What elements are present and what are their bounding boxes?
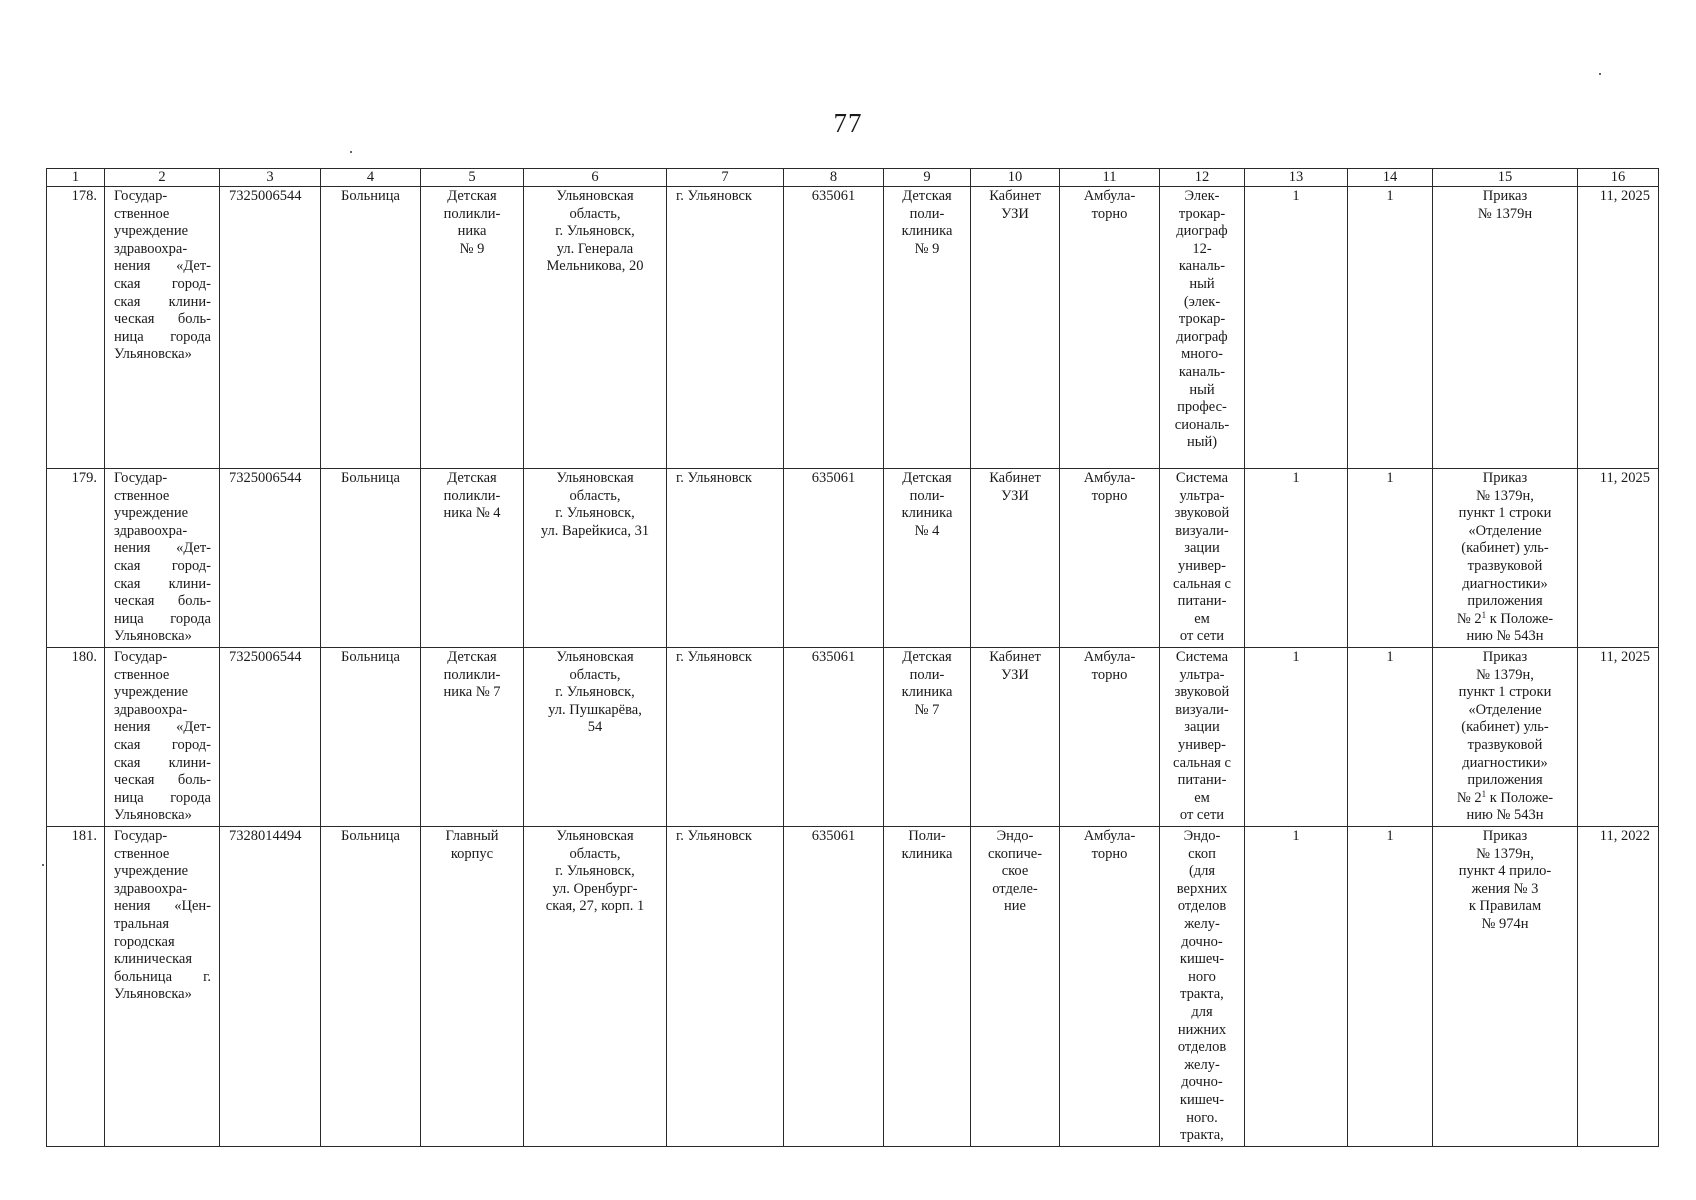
cell-line: ческая боль- (114, 772, 211, 789)
cell-line: от сети (1179, 807, 1225, 824)
cell-line: Ульяновская (556, 470, 634, 486)
address-cell (524, 827, 667, 1147)
column-number: 2 (105, 169, 220, 187)
cell-line: Кабинет (989, 188, 1041, 204)
organization-cell (105, 648, 220, 827)
superscript: 1 (1481, 609, 1487, 620)
cell-line: УЗИ (1001, 666, 1029, 683)
cell-line: ница города (114, 789, 211, 806)
building-cell (421, 187, 524, 469)
table-row (47, 187, 1659, 469)
table-row (47, 648, 1659, 827)
cell-line: ственное (114, 205, 170, 222)
cell-line: желу- (1184, 915, 1220, 932)
column-number: 11 (1060, 169, 1160, 187)
column-number: 1 (47, 169, 105, 187)
building-cell (421, 827, 524, 1147)
cell-line: поли- (909, 205, 945, 222)
cell-line: нию № 543н (1466, 628, 1544, 645)
cell-line: № 9 (914, 240, 940, 257)
unit-cell (884, 469, 971, 648)
column-number: 10 (971, 169, 1060, 187)
cell-line: нижних (1177, 1021, 1227, 1038)
unit-cell (884, 648, 971, 827)
cell-line: ница города (114, 610, 211, 627)
cell-line: каналь- (1178, 258, 1226, 275)
inn-cell: 7325006544 (220, 187, 321, 469)
inn-cell: 7325006544 (220, 648, 321, 827)
cell-line: ская город- (114, 275, 211, 292)
organization-cell (105, 469, 220, 648)
cell-line: ем (1194, 610, 1210, 627)
cell-line: Эндо- (1183, 828, 1221, 844)
cell-line: тральная (114, 915, 170, 932)
cell-line: верхних (1176, 880, 1228, 897)
inn-cell: 7325006544 (220, 469, 321, 648)
cell-line: № $2^1$ к Положе- (1456, 788, 1554, 806)
cell-line: здравоохра- (114, 240, 188, 257)
cell-line: № 1379н, (1476, 487, 1534, 504)
cell-line: универ- (1177, 736, 1227, 753)
address-cell (524, 648, 667, 827)
cell-line: здравоохра- (114, 880, 188, 897)
cell-line: Ульяновска» (114, 628, 192, 645)
year-cell: 11, 2022 (1578, 827, 1659, 1147)
cell-line: поликли- (443, 666, 501, 683)
cell-line: УЗИ (1001, 487, 1029, 504)
cell-line: нию № 543н (1466, 807, 1544, 824)
equipment-cell (1160, 827, 1245, 1147)
cell-line: область, (569, 205, 621, 222)
scan-speck (1599, 73, 1601, 75)
cell-line: № 1379н, (1476, 845, 1534, 862)
cell-line: учреждение (114, 505, 189, 522)
cell-line: ника № 4 (443, 505, 501, 522)
cell-line: пункт 4 прило- (1458, 863, 1552, 880)
scan-speck (42, 864, 44, 866)
column-number: 6 (524, 169, 667, 187)
cell-line: ственное (114, 487, 170, 504)
room-cell (971, 648, 1060, 827)
cell-line: ское (1001, 863, 1029, 880)
facility-type-cell: Больница (321, 469, 421, 648)
legal-basis-cell (1433, 469, 1578, 648)
cell-line: г. Ульяновск, (555, 863, 635, 880)
cell-line: ул. Оренбург- (552, 880, 638, 897)
cell-line: торно (1091, 666, 1128, 683)
cell-line: 12- (1192, 240, 1212, 257)
cell-line: Детская (902, 649, 952, 665)
cell-line: тразвуковой (1467, 557, 1543, 574)
cell-line: корпус (450, 845, 494, 862)
cell-line: ская клини- (114, 575, 211, 592)
row-number-cell: 178. (47, 187, 105, 469)
cell-line: приложения (1467, 593, 1543, 610)
quantity-cell: 1 (1348, 187, 1433, 469)
cell-line: Главный (445, 828, 499, 844)
cell-line: жения № 3 (1471, 880, 1539, 897)
row-number-cell: 179. (47, 469, 105, 648)
column-number: 8 (784, 169, 884, 187)
cell-line: ный) (1186, 434, 1218, 451)
cell-line: каналь- (1178, 363, 1226, 380)
cell-line: торно (1091, 845, 1128, 862)
cell-line: отделов (1177, 898, 1227, 915)
cell-line: клиника (901, 845, 953, 862)
cell-line: ская клини- (114, 293, 211, 310)
table-row (47, 827, 1659, 1147)
cell-line: 54 (587, 719, 603, 736)
cell-line: городская (114, 933, 175, 950)
page-number: 77 (833, 108, 863, 138)
cell-line: (элек- (1183, 293, 1221, 310)
cell-line: тракта, (1180, 1127, 1224, 1144)
quantity-cell: 1 (1245, 187, 1348, 469)
year-cell: 11, 2025 (1578, 187, 1659, 469)
column-number: 3 (220, 169, 321, 187)
cell-line: Государ- (114, 188, 168, 204)
cell-line: Кабинет (989, 470, 1041, 486)
cell-line: ственное (114, 666, 170, 683)
cell-line: Элек- (1184, 188, 1220, 204)
register-table (46, 168, 1659, 1147)
cell-line: зации (1184, 719, 1220, 736)
cell-line: ская город- (114, 736, 211, 753)
cell-line: Ульяновска» (114, 986, 192, 1003)
cell-line: ственное (114, 845, 170, 862)
cell-line: ем (1194, 789, 1210, 806)
cell-line: (кабинет) уль- (1461, 719, 1549, 736)
cell-line: г. Ульяновск, (555, 223, 635, 240)
column-number: 14 (1348, 169, 1433, 187)
cell-line: визуали- (1175, 522, 1229, 539)
cell-line: «Отделение (1468, 701, 1542, 718)
cell-line: Детская (447, 649, 497, 665)
cell-line: область, (569, 845, 621, 862)
table-row (47, 469, 1659, 648)
cell-line: диагностики» (1462, 575, 1548, 592)
cell-line: торно (1091, 487, 1128, 504)
cell-line: ного (1188, 968, 1216, 985)
address-cell (524, 469, 667, 648)
cell-line: Приказ (1482, 188, 1528, 204)
cell-line: № 9 (459, 240, 485, 257)
cell-line: № 1379н, (1476, 666, 1534, 683)
okato-cell: 635061 (784, 469, 884, 648)
cell-line: Государ- (114, 828, 168, 844)
city-cell: г. Ульяновск (667, 187, 784, 469)
room-cell (971, 827, 1060, 1147)
scan-speck (350, 151, 352, 153)
cell-line: Система (1175, 649, 1229, 665)
cell-line: от сети (1179, 628, 1225, 645)
cell-line: трокар- (1178, 311, 1226, 328)
quantity-cell: 1 (1348, 648, 1433, 827)
cell-line: ческая боль- (114, 311, 211, 328)
cell-line: клиника (901, 684, 953, 701)
address-cell (524, 187, 667, 469)
cell-line: пункт 1 строки (1458, 684, 1552, 701)
cell-line: Детская (902, 470, 952, 486)
cell-line: поликли- (443, 487, 501, 504)
cell-line: тракта, (1180, 986, 1224, 1003)
facility-type-cell: Больница (321, 187, 421, 469)
cell-line: приложения (1467, 772, 1543, 789)
cell-line: область, (569, 487, 621, 504)
quantity-cell: 1 (1245, 469, 1348, 648)
inn-cell: 7328014494 (220, 827, 321, 1147)
cell-line: учреждение (114, 863, 189, 880)
cell-line: дочно- (1181, 1074, 1223, 1091)
column-number: 15 (1433, 169, 1578, 187)
cell-line: отделе- (992, 880, 1038, 897)
cell-line: поли- (909, 666, 945, 683)
cell-line: учреждение (114, 223, 189, 240)
cell-line: сальная с (1173, 754, 1231, 771)
facility-type-cell: Больница (321, 827, 421, 1147)
cell-line: Эндо- (996, 828, 1034, 844)
equipment-cell (1160, 469, 1245, 648)
superscript: 1 (1481, 788, 1487, 799)
care-mode-cell (1060, 187, 1160, 469)
cell-line: сальная с (1173, 575, 1231, 592)
cell-line: клиника (901, 223, 953, 240)
facility-type-cell: Больница (321, 648, 421, 827)
legal-basis-cell (1433, 187, 1578, 469)
cell-line: диограф (1176, 328, 1228, 345)
cell-line: ный (1189, 381, 1215, 398)
okato-cell: 635061 (784, 187, 884, 469)
cell-line: торно (1091, 205, 1128, 222)
care-mode-cell (1060, 827, 1160, 1147)
organization-cell (105, 187, 220, 469)
cell-line: ница города (114, 328, 211, 345)
cell-line: Амбула- (1083, 470, 1136, 486)
cell-line: ская, 27, корп. 1 (545, 898, 645, 915)
cell-line: больница г. (114, 968, 211, 985)
city-cell: г. Ульяновск (667, 469, 784, 648)
cell-line: нения «Цен- (114, 898, 211, 915)
quantity-cell: 1 (1245, 648, 1348, 827)
cell-line: пункт 1 строки (1458, 505, 1552, 522)
cell-line: ный (1189, 275, 1215, 292)
year-cell: 11, 2025 (1578, 469, 1659, 648)
cell-line: универ- (1177, 557, 1227, 574)
equipment-cell (1160, 187, 1245, 469)
cell-line: № 1379н (1477, 205, 1533, 222)
cell-line: № $2^1$ к Положе- (1456, 609, 1554, 627)
cell-line: Детская (447, 188, 497, 204)
cell-line: № 974н (1481, 915, 1529, 932)
cell-line: «Отделение (1468, 522, 1542, 539)
cell-line: Ульяновская (556, 649, 634, 665)
cell-line: нения «Дет- (114, 258, 211, 275)
city-cell: г. Ульяновск (667, 648, 784, 827)
cell-line: Система (1175, 470, 1229, 486)
quantity-cell: 1 (1348, 827, 1433, 1147)
cell-line: Государ- (114, 470, 168, 486)
cell-line: Амбула- (1083, 188, 1136, 204)
quantity-cell: 1 (1348, 469, 1433, 648)
cell-line: учреждение (114, 684, 189, 701)
cell-line: скоп (1188, 845, 1216, 862)
cell-line: кишеч- (1179, 1091, 1225, 1108)
cell-line: питани- (1177, 772, 1227, 789)
quantity-cell: 1 (1245, 827, 1348, 1147)
cell-line: УЗИ (1001, 205, 1029, 222)
room-cell (971, 469, 1060, 648)
cell-line: г. Ульяновск, (555, 505, 635, 522)
cell-line: г. Ульяновск, (555, 684, 635, 701)
row-number-cell: 180. (47, 648, 105, 827)
cell-line: Приказ (1482, 470, 1528, 486)
cell-line: звуковой (1174, 505, 1230, 522)
cell-line: желу- (1184, 1056, 1220, 1073)
year-cell: 11, 2025 (1578, 648, 1659, 827)
cell-line: Ульяновская (556, 188, 634, 204)
cell-line: много- (1181, 346, 1223, 363)
cell-line: Поли- (908, 828, 946, 844)
column-number: 5 (421, 169, 524, 187)
column-number: 7 (667, 169, 784, 187)
cell-line: ного. (1186, 1109, 1218, 1126)
cell-line: Ульяновска» (114, 346, 192, 363)
cell-line: тразвуковой (1467, 736, 1543, 753)
cell-line: здравоохра- (114, 701, 188, 718)
cell-line: Детская (447, 470, 497, 486)
cell-line: ультра- (1179, 487, 1225, 504)
cell-line: № 7 (914, 701, 940, 718)
cell-line: поликли- (443, 205, 501, 222)
cell-line: (для (1188, 863, 1216, 880)
cell-line: нения «Дет- (114, 540, 211, 557)
cell-line: профес- (1177, 399, 1227, 416)
column-number: 4 (321, 169, 421, 187)
cell-line: ул. Варейкиса, 31 (540, 522, 650, 539)
equipment-cell (1160, 648, 1245, 827)
unit-cell (884, 187, 971, 469)
cell-line: здравоохра- (114, 522, 188, 539)
cell-line: ская город- (114, 557, 211, 574)
care-mode-cell (1060, 648, 1160, 827)
cell-line: Государ- (114, 649, 168, 665)
organization-cell (105, 827, 220, 1147)
cell-line: область, (569, 666, 621, 683)
unit-cell (884, 827, 971, 1147)
cell-line: звуковой (1174, 684, 1230, 701)
cell-line: поли- (909, 487, 945, 504)
cell-line: № 4 (914, 522, 940, 539)
legal-basis-cell (1433, 648, 1578, 827)
cell-line: Приказ (1482, 828, 1528, 844)
cell-line: ческая боль- (114, 593, 211, 610)
care-mode-cell (1060, 469, 1160, 648)
cell-line: к Правилам (1468, 898, 1542, 915)
cell-line: Кабинет (989, 649, 1041, 665)
cell-line: ника (457, 223, 487, 240)
cell-line: визуали- (1175, 701, 1229, 718)
column-number: 9 (884, 169, 971, 187)
table-header-row (47, 169, 1659, 187)
column-number: 12 (1160, 169, 1245, 187)
cell-line: отделов (1177, 1039, 1227, 1056)
cell-line: для (1191, 1003, 1213, 1020)
cell-line: ул. Генерала (556, 240, 634, 257)
cell-line: Амбула- (1083, 828, 1136, 844)
cell-line: ул. Пушкарёва, (548, 701, 642, 718)
cell-line: ние (1004, 898, 1026, 915)
cell-line: питани- (1177, 593, 1227, 610)
cell-line: Детская (902, 188, 952, 204)
cell-line: Ульяновска» (114, 807, 192, 824)
row-number-cell: 181. (47, 827, 105, 1147)
cell-line: ская клини- (114, 754, 211, 771)
cell-line: клиническая (114, 951, 193, 968)
column-number: 13 (1245, 169, 1348, 187)
cell-line: клиника (901, 505, 953, 522)
cell-line: диагностики» (1462, 754, 1548, 771)
cell-line: ника № 7 (443, 684, 501, 701)
cell-line: Приказ (1482, 649, 1528, 665)
cell-line: трокар- (1178, 205, 1226, 222)
cell-line: диограф (1176, 223, 1228, 240)
cell-line: сиональ- (1174, 416, 1230, 433)
cell-line: Амбула- (1083, 649, 1136, 665)
cell-line: Ульяновская (556, 828, 634, 844)
cell-line: скопиче- (987, 845, 1043, 862)
cell-line: кишеч- (1179, 951, 1225, 968)
okato-cell: 635061 (784, 648, 884, 827)
cell-line: ультра- (1179, 666, 1225, 683)
building-cell (421, 469, 524, 648)
cell-line: Мельникова, 20 (546, 258, 644, 275)
cell-line: зации (1184, 540, 1220, 557)
cell-line: нения «Дет- (114, 719, 211, 736)
cell-line: (кабинет) уль- (1461, 540, 1549, 557)
okato-cell: 635061 (784, 827, 884, 1147)
legal-basis-cell (1433, 827, 1578, 1147)
city-cell: г. Ульяновск (667, 827, 784, 1147)
cell-line: дочно- (1181, 933, 1223, 950)
room-cell (971, 187, 1060, 469)
column-number: 16 (1578, 169, 1659, 187)
building-cell (421, 648, 524, 827)
